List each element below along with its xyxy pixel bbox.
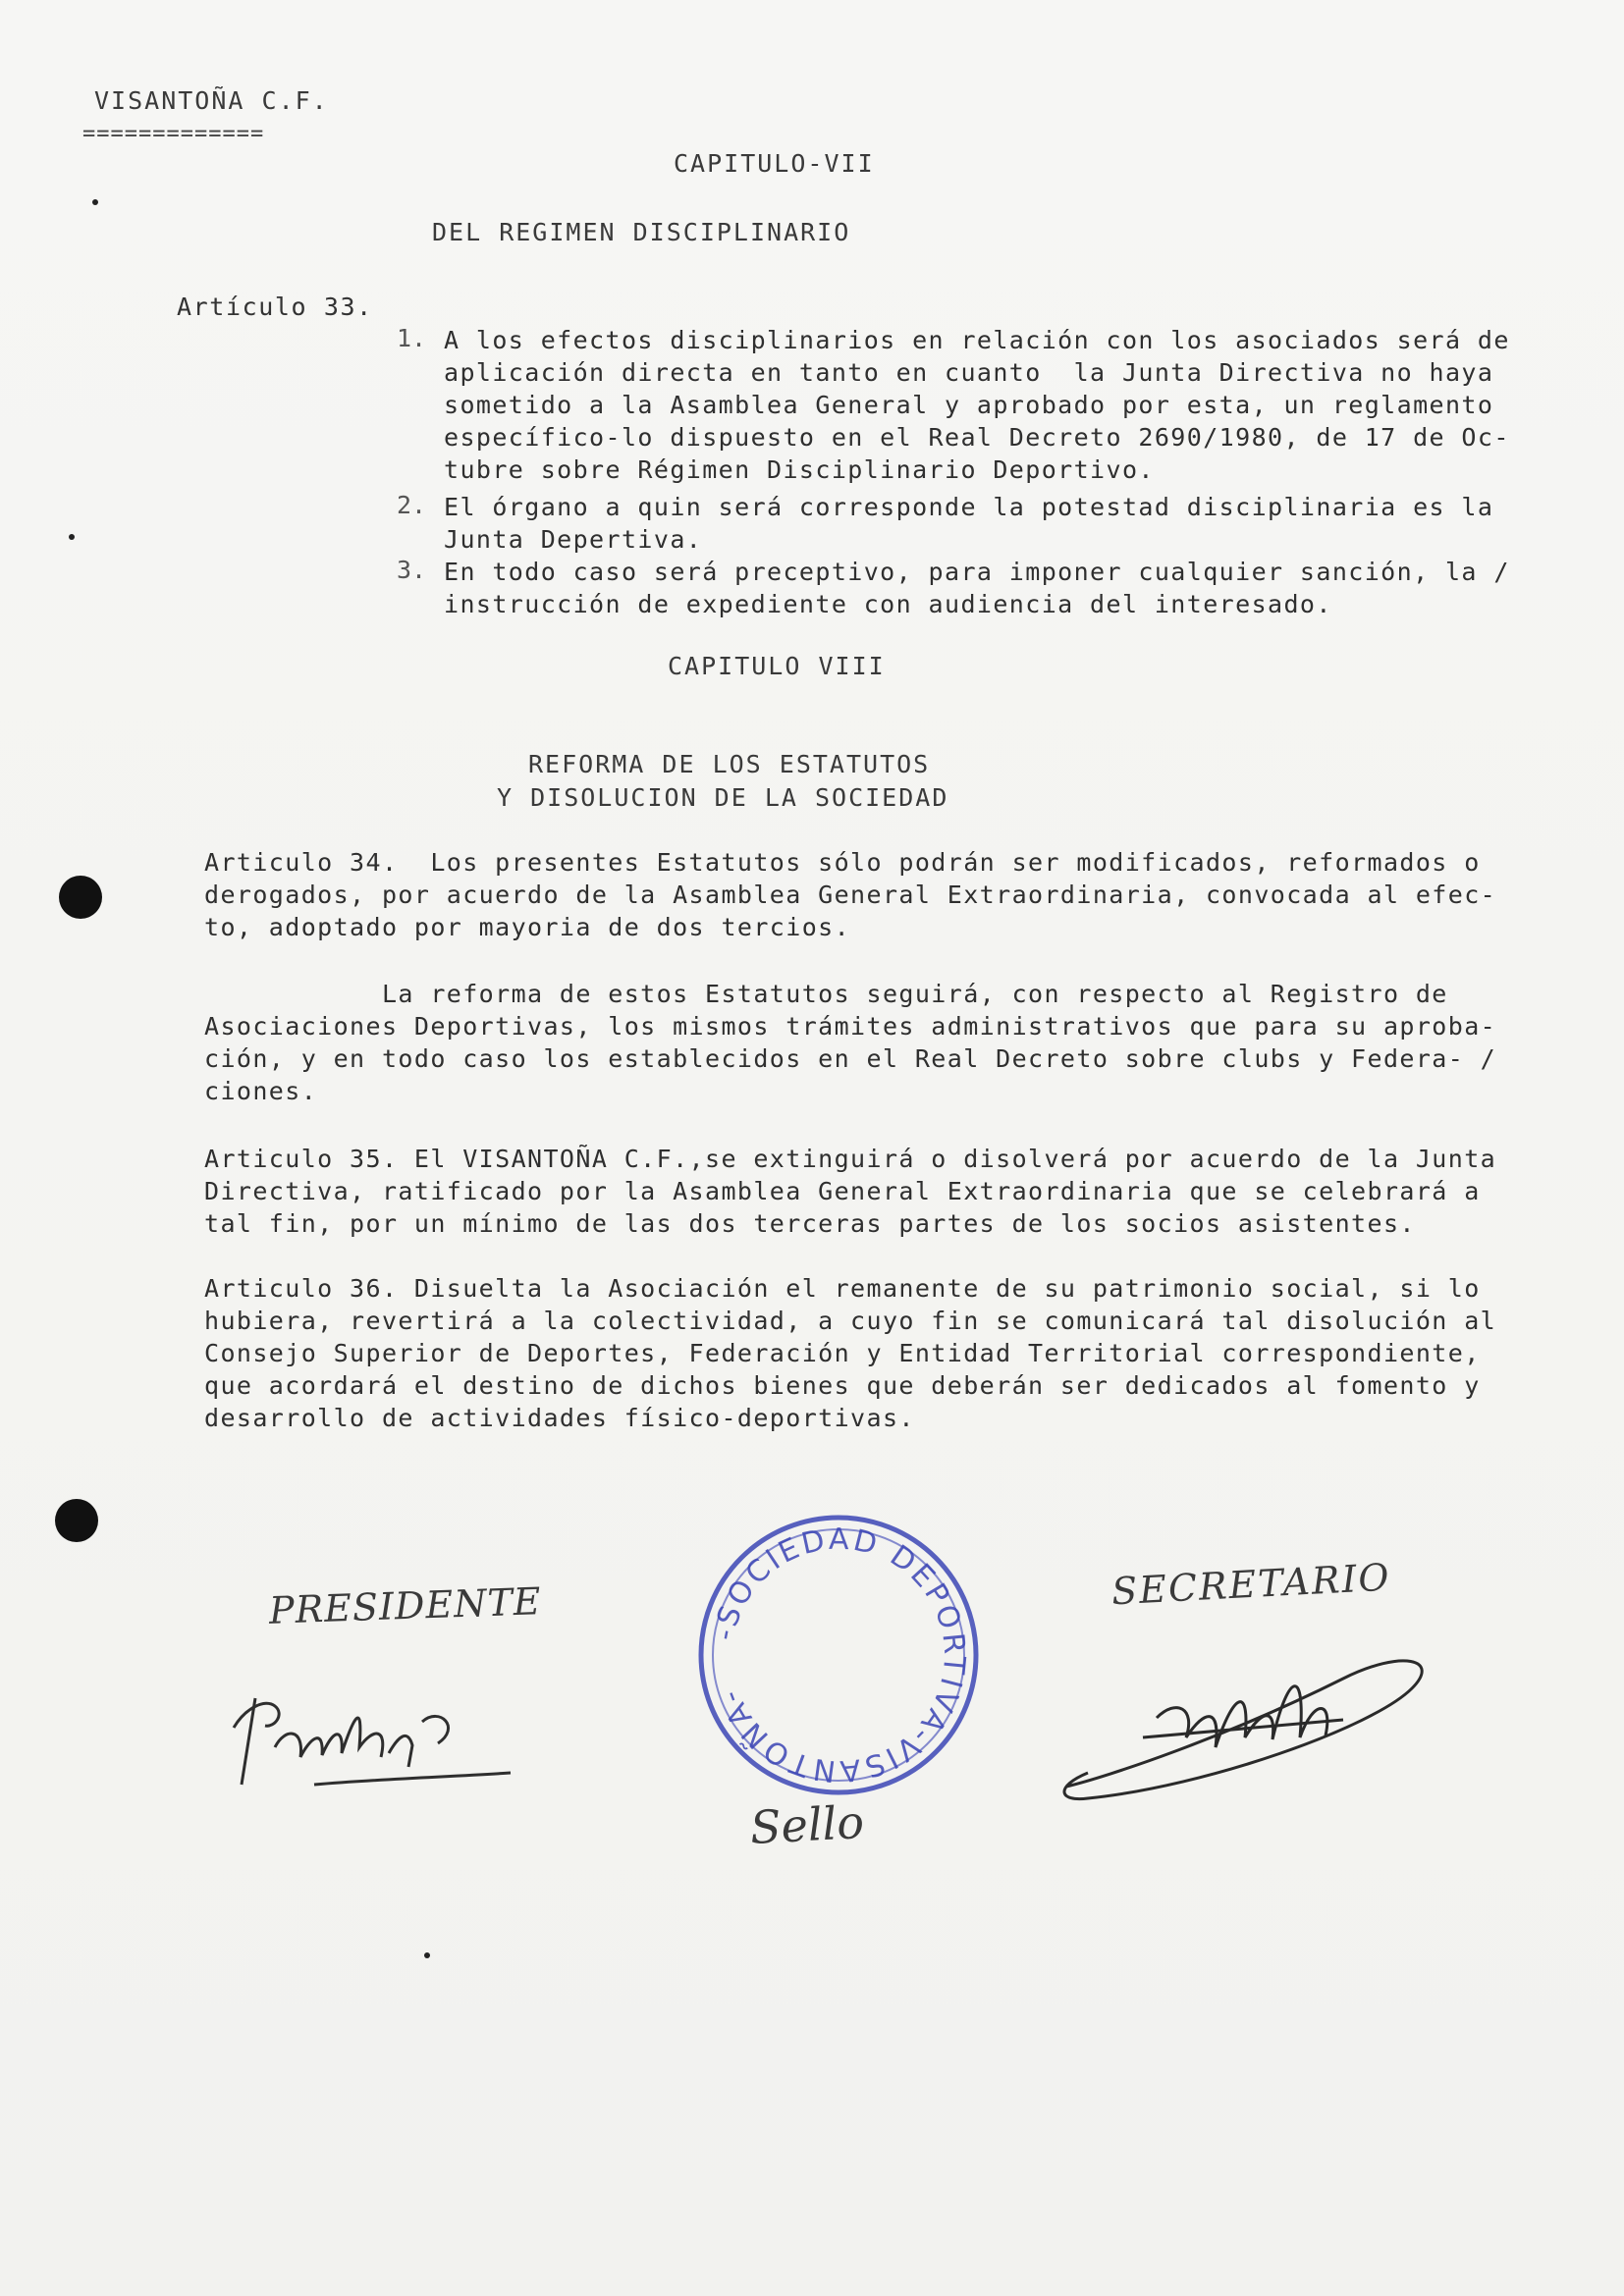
article-36 xyxy=(204,1272,1496,1434)
text-line: to, adoptado por mayoria de dos tercios. xyxy=(204,913,851,941)
text-line: sometido a la Asamblea General y aprobado por esta, un reglamento xyxy=(444,391,1494,419)
text-line: Asociaciones Deportivas, los mismos trámites administrativos que para su aproba- xyxy=(204,1012,1497,1041)
speck xyxy=(424,1952,430,1958)
seal-label: Sello xyxy=(748,1795,866,1854)
text-line: Junta Depertiva. xyxy=(444,525,703,554)
article-33-item-1 xyxy=(444,324,1510,486)
text-line: Consejo Superior de Deportes, Federación y Entidad Territorial correspondiente, xyxy=(204,1339,1481,1367)
club-underline: ============= xyxy=(82,122,265,146)
article-33-label: Artículo 33. xyxy=(177,293,373,321)
punch-hole-top xyxy=(59,876,102,919)
text-line: Directiva, ratificado por la Asamblea General Extraordinaria que se celebrará a xyxy=(204,1177,1481,1205)
article-33-item-3 xyxy=(444,556,1510,620)
chapter-8-title: CAPITULO VIII xyxy=(668,652,886,680)
secretary-signature xyxy=(1049,1629,1441,1816)
item-2-number: 2. xyxy=(397,491,427,519)
text-line: Articulo 35. El VISANTOÑA C.F.,se extinguirá o disolverá por acuerdo de la Junta xyxy=(204,1145,1497,1173)
speck xyxy=(92,199,98,205)
text-line: ción, y en todo caso los establecidos en el Real Decreto sobre clubs y Federa- / xyxy=(204,1044,1497,1073)
chapter-7-subtitle: DEL REGIMEN DISCIPLINARIO xyxy=(432,218,851,246)
text-line: Articulo 36. Disuelta la Asociación el remanente de su patrimonio social, si lo xyxy=(204,1274,1481,1303)
president-signature xyxy=(216,1659,550,1816)
text-line: hubiera, revertirá a la colectividad, a cuyo fin se comunicará tal disolución al xyxy=(204,1307,1497,1335)
punch-hole-bottom xyxy=(55,1499,98,1542)
text-line: El órgano a quin será corresponde la potestad disciplinaria es la xyxy=(444,493,1494,521)
text-line: aplicación directa en tanto en cuanto la Junta Directiva no haya xyxy=(444,358,1494,387)
article-34-reform xyxy=(204,978,1496,1107)
article-35 xyxy=(204,1143,1496,1240)
chapter-8-subtitle-1: REFORMA DE LOS ESTATUTOS xyxy=(528,750,931,778)
seal-text: -SOCIEDAD DEPORTIVA-VISANTOÑA- xyxy=(707,1522,972,1789)
text-line: ciones. xyxy=(204,1077,318,1105)
text-line: instrucción de expediente con audiencia del interesado. xyxy=(444,590,1332,618)
text-line: tubre sobre Régimen Disciplinario Deportivo. xyxy=(444,455,1155,484)
text-line: A los efectos disciplinarios en relación con los asociados será de xyxy=(444,326,1510,354)
president-label: PRESIDENTE xyxy=(268,1579,543,1632)
text-line: derogados, por acuerdo de la Asamblea General Extraordinaria, convocada al efec- xyxy=(204,881,1497,909)
text-line: Articulo 34. Los presentes Estatutos sólo podrán ser modificados, reformados o xyxy=(204,848,1481,877)
club-name: VISANTOÑA C.F. xyxy=(94,86,329,115)
item-3-number: 3. xyxy=(397,556,427,584)
speck xyxy=(69,534,75,540)
article-34 xyxy=(204,846,1496,943)
text-line: específico-lo dispuesto en el Real Decreto 2690/1980, de 17 de Oc- xyxy=(444,423,1510,452)
text-line: En todo caso será preceptivo, para imponer cualquier sanción, la / xyxy=(444,558,1510,586)
article-33-item-2 xyxy=(444,491,1493,556)
text-line: que acordará el destino de dichos bienes que deberán ser dedicados al fomento y xyxy=(204,1371,1481,1400)
svg-text:-SOCIEDAD DEPORTIVA-VISANTOÑA- xyxy=(707,1522,971,1789)
secretary-label: SECRETARIO xyxy=(1110,1555,1392,1614)
text-line: La reforma de estos Estatutos seguirá, con respecto al Registro de xyxy=(204,980,1448,1008)
item-1-number: 1. xyxy=(397,324,427,352)
club-seal xyxy=(691,1508,986,1802)
chapter-7-title: CAPITULO-VII xyxy=(674,149,875,178)
text-line: tal fin, por un mínimo de las dos terceras partes de los socios asistentes. xyxy=(204,1209,1416,1238)
chapter-8-subtitle-2: Y DISOLUCION DE LA SOCIEDAD xyxy=(497,783,949,812)
text-line: desarrollo de actividades físico-deportivas. xyxy=(204,1404,915,1432)
